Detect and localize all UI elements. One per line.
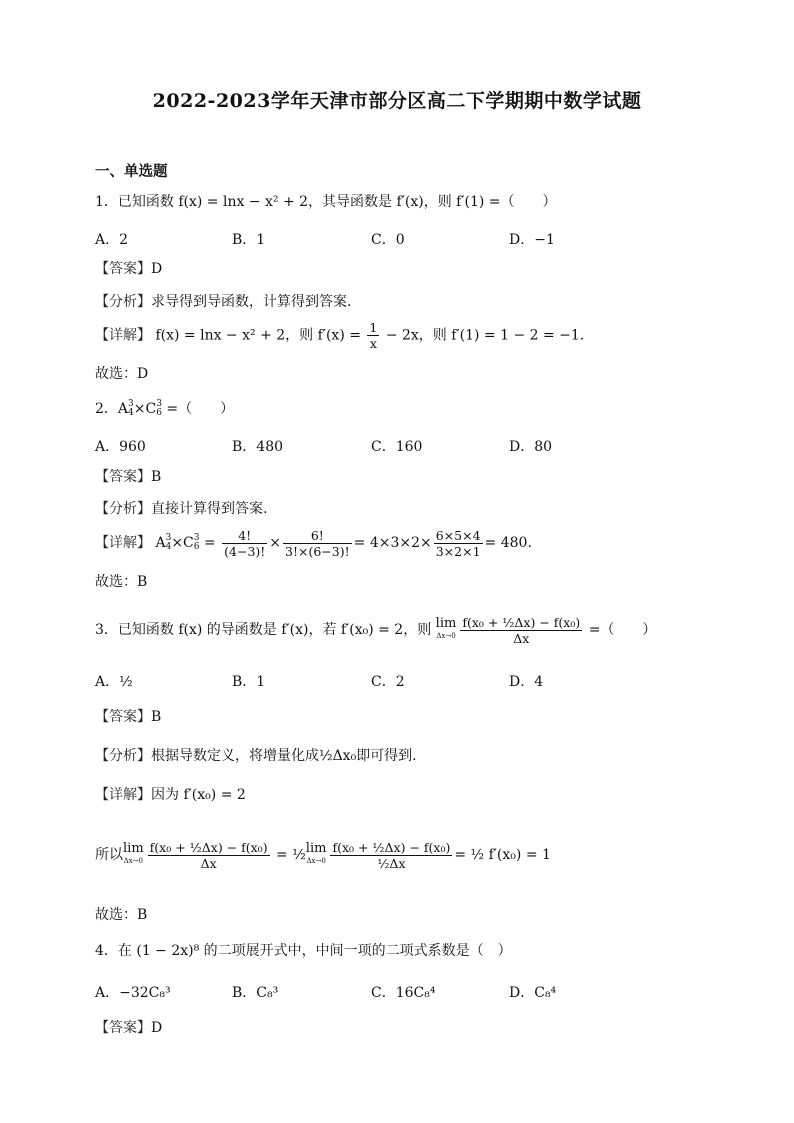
q2-option-c: C．160 bbox=[371, 439, 423, 455]
q2-option-a: A．960 bbox=[95, 439, 146, 455]
q1-choose bbox=[95, 364, 148, 384]
q3-deriv-limit-1 bbox=[123, 843, 144, 867]
question-1-options bbox=[95, 229, 735, 249]
page-title: 2022-2023学年天津市部分区高二下学期期中数学试题 bbox=[152, 90, 642, 112]
q4-option-a: A．−32C₈³ bbox=[95, 985, 171, 1001]
analysis-tag: 【分析】 bbox=[95, 294, 151, 310]
q3-deriv-frac-1 bbox=[148, 840, 270, 871]
q1-option-b: B．1 bbox=[232, 232, 266, 248]
q2-frac2-den: 3!×(6−3)! bbox=[285, 543, 350, 559]
q1-function: f(x) = lnx − x² + 2 bbox=[178, 194, 309, 210]
q3-analysis-frac: ½Δx₀ bbox=[319, 748, 357, 764]
detail-tag: 【详解】 bbox=[95, 535, 151, 551]
q1-detail bbox=[95, 320, 584, 351]
q2-answer-value: B bbox=[151, 469, 162, 485]
lim-label: lim bbox=[305, 841, 327, 856]
q2-a-indices: 3 4 bbox=[128, 399, 134, 418]
q1-answer-value: D bbox=[151, 261, 163, 277]
q2-stem-c: ×C bbox=[133, 401, 157, 417]
q3-deriv-limit-2 bbox=[306, 843, 327, 867]
q3-stem-prefix: 3．已知函数 f(x) 的导函数是 f′(x)，若 f′(x₀) = 2，则 bbox=[95, 622, 432, 638]
q3-detail-text: 因为 f′(x₀) = 2 bbox=[151, 787, 246, 803]
q3-deriv-den-2: ½Δx bbox=[377, 855, 406, 871]
q2-detail-a-indices: 3 4 bbox=[165, 533, 172, 552]
q3-stem-fraction bbox=[460, 615, 582, 646]
q3-option-a: A．½ bbox=[95, 674, 133, 690]
q2-stem-a: 2．A bbox=[95, 401, 129, 417]
q3-answer bbox=[95, 707, 161, 727]
section-heading: 一、单选题 bbox=[95, 163, 168, 180]
q1-answer bbox=[95, 259, 162, 279]
question-1-stem bbox=[95, 192, 557, 212]
q3-frac-num: f(x₀ + ½Δx) − f(x₀) bbox=[462, 614, 581, 630]
q4-answer bbox=[95, 1018, 162, 1038]
q3-frac-den: Δx bbox=[513, 630, 530, 646]
choose-prefix: 故选： bbox=[95, 366, 137, 382]
q1-analysis bbox=[95, 292, 351, 312]
answer-tag: 【答案】 bbox=[95, 469, 151, 485]
q2-detail-result: = 480. bbox=[484, 535, 532, 551]
answer-tag: 【答案】 bbox=[95, 261, 151, 277]
q3-option-d: D．4 bbox=[509, 674, 544, 690]
q3-deriv-num-2: f(x₀ + ½Δx) − f(x₀) bbox=[332, 839, 451, 855]
q2-c-indices: 3 6 bbox=[156, 399, 162, 418]
q2-frac-1 bbox=[222, 528, 267, 559]
detail-tag: 【详解】 bbox=[95, 787, 151, 803]
choose-prefix: 故选： bbox=[95, 907, 137, 923]
q2-frac1-den: (4−3)! bbox=[224, 543, 266, 559]
q3-eq-end: = ½ f′(x₀) = 1 bbox=[454, 847, 551, 863]
question-2-options bbox=[95, 436, 735, 456]
q3-suo: 所以 bbox=[95, 847, 123, 863]
q3-analysis-a: 根据导数定义，将增量化成 bbox=[151, 748, 319, 764]
q1-detail-a: f(x) = lnx − x² + 2，则 f′(x) = bbox=[155, 327, 366, 344]
q1-frac-denominator: x bbox=[369, 336, 377, 351]
choose-prefix: 故选： bbox=[95, 574, 137, 590]
analysis-tag: 【分析】 bbox=[95, 748, 151, 764]
q2-option-d: D．80 bbox=[509, 439, 553, 455]
q2-frac3-den: 3×2×1 bbox=[435, 543, 481, 559]
q3-answer-value: B bbox=[151, 709, 162, 725]
q2-stem-end: =（ ） bbox=[161, 401, 235, 417]
question-4-options bbox=[95, 982, 735, 1002]
q2-detail: 【详解】 A 3 4 ×C 3 6 = $\frac{4!}{(4-3)!}$ × $\frac{6!}{3!\times(6-3)!}$ = 4×3×2× $\frac{6\times 5\times 4}{3\times 2\times 1}$ = 480. bbox=[95, 527, 532, 559]
q1-frac-numerator: 1 bbox=[369, 320, 378, 335]
q3-detail bbox=[95, 785, 246, 805]
q1-stem-prefix: 1．已知函数 bbox=[95, 194, 179, 210]
q1-stem-suffix: ，则 f′(1) =（ ） bbox=[423, 194, 557, 210]
q2-frac1-num: 4! bbox=[222, 528, 267, 544]
q2-detail-c-indices: 3 6 bbox=[193, 533, 200, 552]
q4-option-d: D．C₈⁴ bbox=[509, 985, 557, 1001]
question-4-stem: 4．在 (1 − 2x)⁸ 的二项展开式中，中间一项的二项式系数是（ ） bbox=[95, 943, 512, 959]
q4-answer-value: D bbox=[151, 1020, 163, 1036]
q3-option-b: B．1 bbox=[232, 674, 266, 690]
q4-option-b: B．C₈³ bbox=[232, 985, 279, 1001]
q3-half: ½ bbox=[292, 847, 306, 863]
q3-option-c: C．2 bbox=[371, 674, 405, 690]
q1-choose-value: D bbox=[137, 366, 149, 382]
q2-choose bbox=[95, 572, 147, 592]
q1-detail-b: − 2x，则 f′(1) = 1 − 2 = −1. bbox=[381, 327, 585, 344]
q1-option-a: A．2 bbox=[95, 232, 129, 248]
lim-label: lim bbox=[123, 841, 144, 856]
q2-answer bbox=[95, 467, 161, 487]
q1-derivative: f′(x) bbox=[396, 194, 424, 210]
q2-analysis-text: 直接计算得到答案. bbox=[151, 501, 268, 517]
q1-option-d: D．−1 bbox=[509, 232, 555, 248]
question-2-stem bbox=[95, 399, 234, 419]
q3-choose bbox=[95, 905, 147, 925]
answer-tag: 【答案】 bbox=[95, 709, 151, 725]
question-3-options bbox=[95, 671, 735, 691]
q3-lim-label: lim bbox=[435, 616, 457, 631]
q1-analysis-text: 求导得到导函数，计算得到答案. bbox=[151, 294, 352, 310]
q3-choose-value: B bbox=[137, 907, 148, 923]
q3-deriv-num-1: f(x₀ + ½Δx) − f(x₀) bbox=[149, 839, 268, 855]
q2-choose-value: B bbox=[137, 574, 148, 590]
q2-frac2-num: 6! bbox=[283, 528, 352, 544]
q3-derivation: 所以 lim Δx→0 $\frac{\text{f(x₀ + ½Δx) − f(x₀)}}{\Delta x}$ = ½ lim Δx→0 $\frac{\text{f(x₀ + ½Δx) − f(x₀)}}{\text{½Δx}}$ = ½ f′(x₀) = 1 bbox=[95, 839, 551, 871]
q3-lim-sub: Δx→0 bbox=[436, 632, 456, 640]
detail-tag: 【详解】 bbox=[95, 327, 151, 344]
q3-analysis-b: 即可得到. bbox=[356, 748, 417, 764]
q4-option-c: C．16C₈⁴ bbox=[371, 985, 436, 1001]
q1-detail-fraction bbox=[367, 320, 379, 351]
q2-analysis bbox=[95, 499, 267, 519]
question-3-stem bbox=[95, 610, 656, 650]
q2-detail-mid: = 4×3×2× bbox=[353, 535, 432, 551]
lim-sub: Δx→0 bbox=[123, 857, 143, 865]
q3-stem-suffix: =（ ） bbox=[584, 622, 657, 638]
q1-option-c: C．0 bbox=[371, 232, 405, 248]
q1-stem-mid: ，其导函数是 bbox=[308, 194, 397, 210]
q3-deriv-frac-2 bbox=[330, 840, 452, 871]
q2-frac-2 bbox=[283, 528, 352, 559]
analysis-tag: 【分析】 bbox=[95, 501, 151, 517]
q3-deriv-den-1: Δx bbox=[200, 855, 217, 871]
lim-sub: Δx→0 bbox=[306, 857, 326, 865]
q3-limit bbox=[436, 618, 457, 642]
q3-analysis bbox=[95, 742, 417, 770]
answer-tag: 【答案】 bbox=[95, 1020, 151, 1036]
q2-frac-3 bbox=[434, 528, 483, 559]
q2-option-b: B．480 bbox=[232, 439, 284, 455]
q2-frac3-num: 6×5×4 bbox=[435, 527, 481, 543]
